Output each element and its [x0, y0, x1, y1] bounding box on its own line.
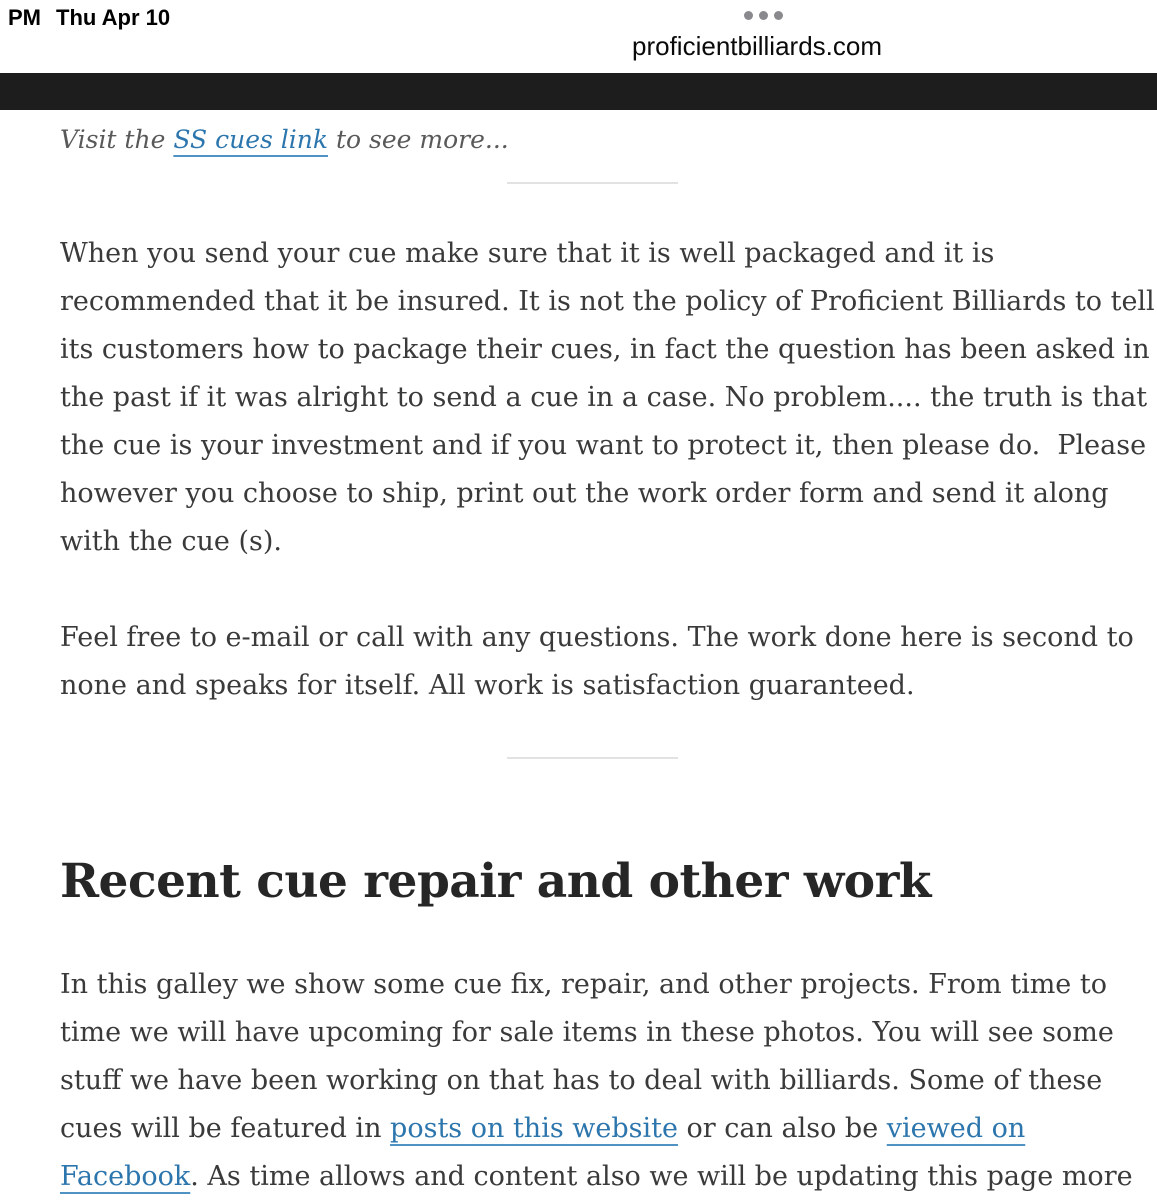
- text-line: time we will have upcoming for sale items in these photos. You will see some: [60, 1017, 1114, 1048]
- text-line: Feel free to e-mail or call with any questions. The work done here is second to: [60, 622, 1134, 653]
- status-date: Thu Apr 10: [56, 5, 171, 30]
- posts-on-this-website-link[interactable]: posts on this website: [390, 1113, 678, 1144]
- dot-icon: [744, 11, 753, 20]
- page-title: Recent cue repair and other work: [60, 854, 931, 909]
- text-line: stuff we have been working on that has to deal with billiards. Some of these: [60, 1065, 1103, 1096]
- intro-text-post: to see more...: [328, 125, 509, 154]
- address-bar[interactable]: proficientbilliards.com: [632, 31, 882, 61]
- text-line: its customers how to package their cues, in fact the question has been asked in: [60, 334, 1150, 365]
- dot-icon: [759, 11, 768, 20]
- paragraph-shipping: [60, 230, 1155, 566]
- section-divider: [507, 182, 678, 184]
- text-line: [60, 1153, 1133, 1200]
- text-line: the cue is your investment and if you want to protect it, then please do. Please: [60, 430, 1147, 461]
- paragraph-gallery: [60, 961, 1133, 1200]
- text-line: When you send your cue make sure that it is well packaged and it is: [60, 238, 995, 269]
- status-time-date: [8, 5, 170, 31]
- text-line: however you choose to ship, print out the work order form and send it along: [60, 478, 1109, 509]
- text-line: In this galley we show some cue fix, repair, and other projects. From time to: [60, 969, 1107, 1000]
- text-line: none and speaks for itself. All work is satisfaction guaranteed.: [60, 670, 915, 701]
- viewed-on-facebook-link[interactable]: viewed on: [886, 1113, 1026, 1144]
- text-segment: cues will be featured in: [60, 1113, 391, 1144]
- text-line: [60, 1105, 1125, 1153]
- paragraph-contact: [60, 614, 1134, 710]
- text-line: recommended that it be insured. It is not the policy of Proficient Billiards to tell: [60, 286, 1155, 317]
- section-divider: [507, 757, 678, 759]
- text-line: the past if it was alright to send a cue in a case. No problem.... the truth is that: [60, 382, 1148, 413]
- status-time: PM: [8, 5, 41, 30]
- text-line: with the cue (s).: [60, 526, 282, 557]
- site-header-band: [0, 73, 1157, 110]
- dot-icon: [774, 11, 783, 20]
- intro-line: [60, 120, 1125, 160]
- text-segment: . As time allows and content also we will be updating this page more: [190, 1161, 1133, 1192]
- page-content: [60, 120, 1155, 1200]
- ss-cues-link[interactable]: SS cues link: [173, 125, 329, 154]
- viewed-on-facebook-link[interactable]: Facebook: [60, 1161, 191, 1192]
- intro-text-pre: Visit the: [60, 125, 174, 154]
- multitasking-dots-icon[interactable]: [744, 11, 783, 20]
- text-segment: or can also be: [677, 1113, 887, 1144]
